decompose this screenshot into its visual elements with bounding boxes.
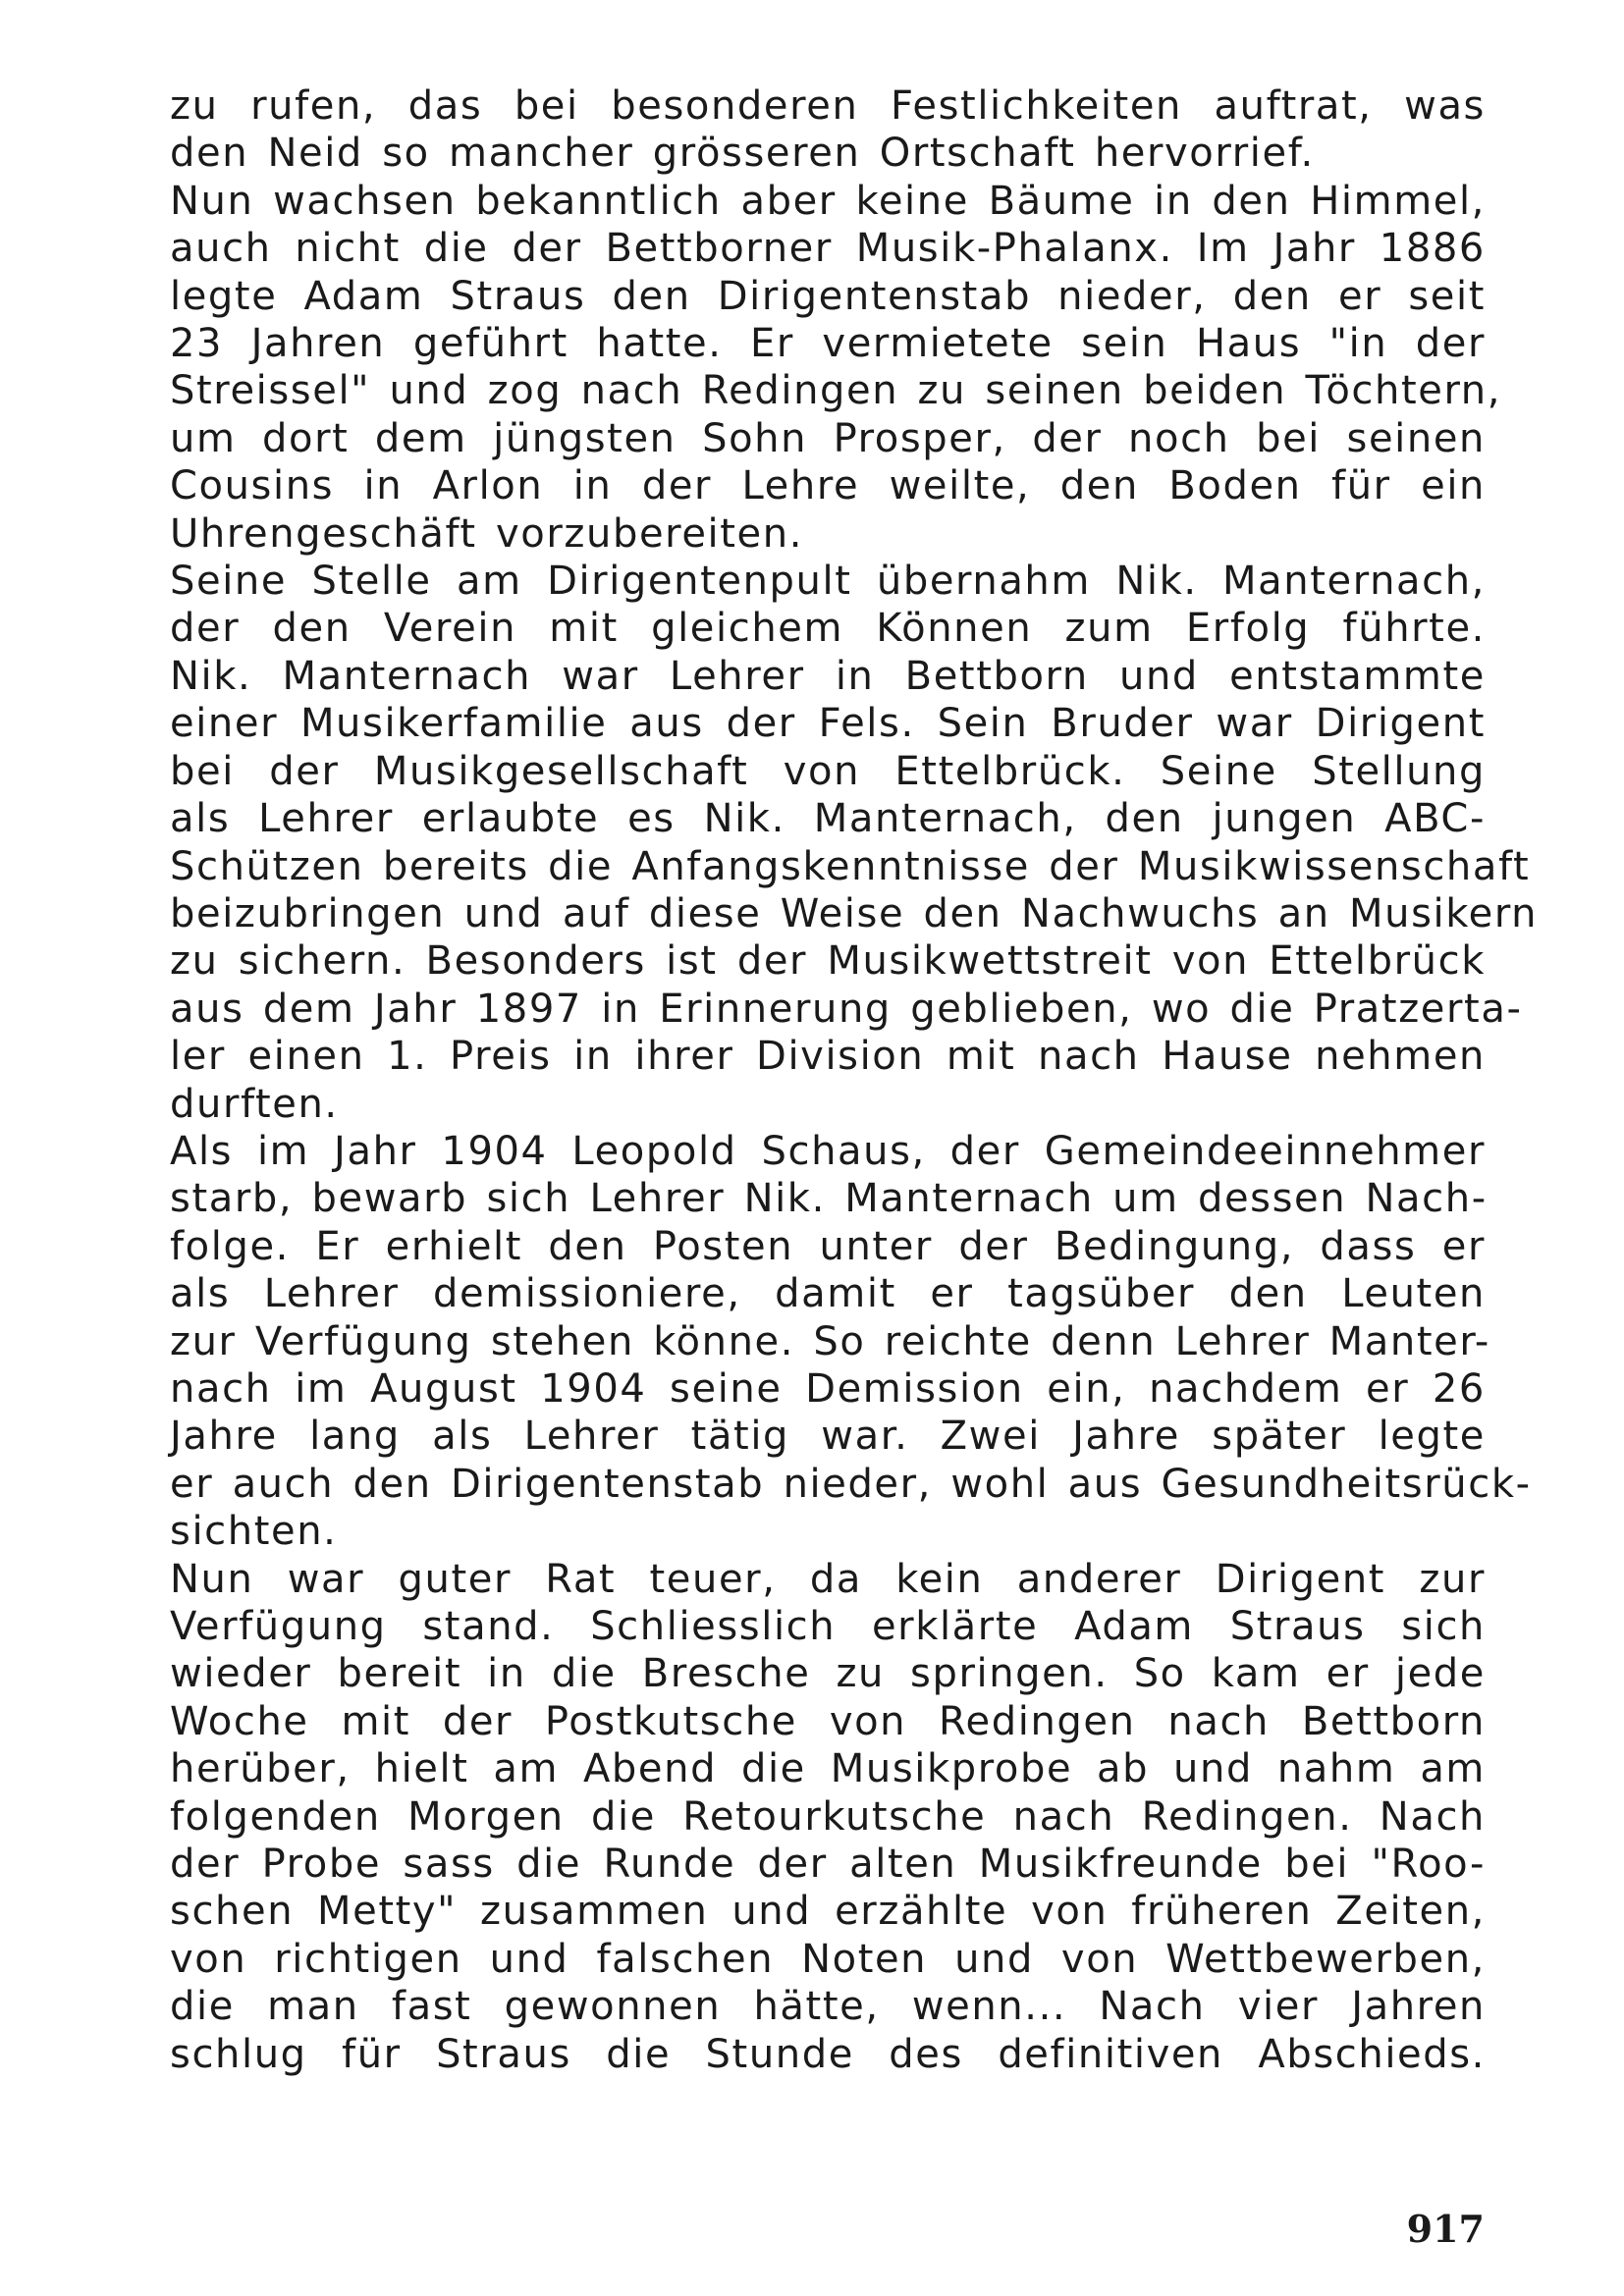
text-line: schlug für Straus die Stunde des definitiven Abschieds.: [170, 2031, 1486, 2077]
text-line: Nun wachsen bekanntlich aber keine Bäume in den Himmel,: [170, 178, 1486, 224]
text-line: die man fast gewonnen hätte, wenn... Nach vier Jahren: [170, 1984, 1486, 2030]
text-line: als Lehrer demissioniere, damit er tagsüber den Leuten: [170, 1271, 1486, 1317]
text-line: Jahre lang als Lehrer tätig war. Zwei Jahre später legte: [170, 1414, 1486, 1460]
text-line: starb, bewarb sich Lehrer Nik. Manternach um dessen Nach-: [170, 1176, 1488, 1222]
text-line: folgenden Morgen die Retourkutsche nach Redingen. Nach: [170, 1793, 1486, 1840]
text-line: Uhrengeschäft vorzubereiten.: [170, 510, 804, 557]
text-line: wieder bereit in die Bresche zu springen. So kam er jede: [170, 1651, 1486, 1697]
text-line: Als im Jahr 1904 Leopold Schaus, der Gemeindeeinnehmer: [170, 1128, 1486, 1174]
text-line: Woche mit der Postkutsche von Redingen nach Bettborn: [170, 1698, 1486, 1744]
text-line: als Lehrer erlaubte es Nik. Manternach, den jungen ABC-: [170, 796, 1486, 842]
text-line: 23 Jahren geführt hatte. Er vermietete sein Haus "in der: [170, 321, 1486, 367]
paragraph-5: [170, 1556, 1486, 2078]
text-line: aus dem Jahr 1897 in Erinnerung geblieben, wo die Pratzerta-: [170, 986, 1523, 1032]
text-line: einer Musikerfamilie aus der Fels. Sein Bruder war Dirigent: [170, 701, 1486, 747]
text-line: Schützen bereits die Anfangskenntnisse der Musikwissenschaft: [170, 843, 1531, 889]
text-line: bei der Musikgesellschaft von Ettelbrück. Seine Stellung: [170, 748, 1486, 794]
text-line: legte Adam Straus den Dirigentenstab nieder, den er seit: [170, 273, 1486, 319]
text-line: herüber, hielt am Abend die Musikprobe ab und nahm am: [170, 1746, 1486, 1792]
text-line: der den Verein mit gleichem Können zum Erfolg führte.: [170, 606, 1486, 652]
text-line: auch nicht die der Bettborner Musik-Phalanx. Im Jahr 1886: [170, 226, 1486, 272]
text-line: ler einen 1. Preis in ihrer Division mit nach Hause nehmen: [170, 1034, 1486, 1080]
paragraph-1: [170, 82, 1486, 178]
text-line: zur Verfügung stehen könne. So reichte denn Lehrer Manter-: [170, 1318, 1490, 1364]
text-line: zu sichern. Besonders ist der Musikwettstreit von Ettelbrück: [170, 938, 1486, 985]
text-line: er auch den Dirigentenstab nieder, wohl aus Gesundheitsrück-: [170, 1461, 1532, 1507]
text-line: von richtigen und falschen Noten und von Wettbewerben,: [170, 1936, 1486, 1982]
text-line: um dort dem jüngsten Sohn Prosper, der noch bei seinen: [170, 415, 1486, 461]
paragraph-4: [170, 1128, 1532, 1556]
text-line: Nun war guter Rat teuer, da kein anderer Dirigent zur: [170, 1556, 1486, 1602]
paragraph-3: [170, 558, 1539, 1128]
text-line: nach im August 1904 seine Demission ein, nachdem er 26: [170, 1365, 1486, 1412]
text-line: durften.: [170, 1081, 339, 1127]
text-line: Cousins in Arlon in der Lehre weilte, den Boden für ein: [170, 463, 1486, 509]
text-line: Seine Stelle am Dirigentenpult übernahm Nik. Manternach,: [170, 559, 1486, 605]
page-number: 917: [1406, 2207, 1485, 2251]
text-line: folge. Er erhielt den Posten unter der Bedingung, dass er: [170, 1223, 1486, 1269]
text-line: Verfügung stand. Schliesslich erklärte Adam Straus sich: [170, 1604, 1486, 1649]
paragraph-2: [170, 178, 1502, 558]
text-line: der Probe sass die Runde der alten Musikfreunde bei "Roo-: [170, 1842, 1486, 1888]
text-line: schen Metty" zusammen und erzählte von früheren Zeiten,: [170, 1889, 1486, 1935]
page-body: [170, 82, 1539, 2078]
text-line: sichten.: [170, 1509, 338, 1555]
text-line: beizubringen und auf diese Weise den Nachwuchs an Musikern: [170, 890, 1539, 936]
text-line: Streissel" und zog nach Redingen zu seinen beiden Töchtern,: [170, 368, 1502, 414]
text-line: Nik. Manternach war Lehrer in Bettborn und entstammte: [170, 653, 1486, 699]
text-line: den Neid so mancher grösseren Ortschaft hervorrief.: [170, 131, 1315, 177]
text-line: zu rufen, das bei besonderen Festlichkeiten auftrat, was: [170, 83, 1486, 129]
